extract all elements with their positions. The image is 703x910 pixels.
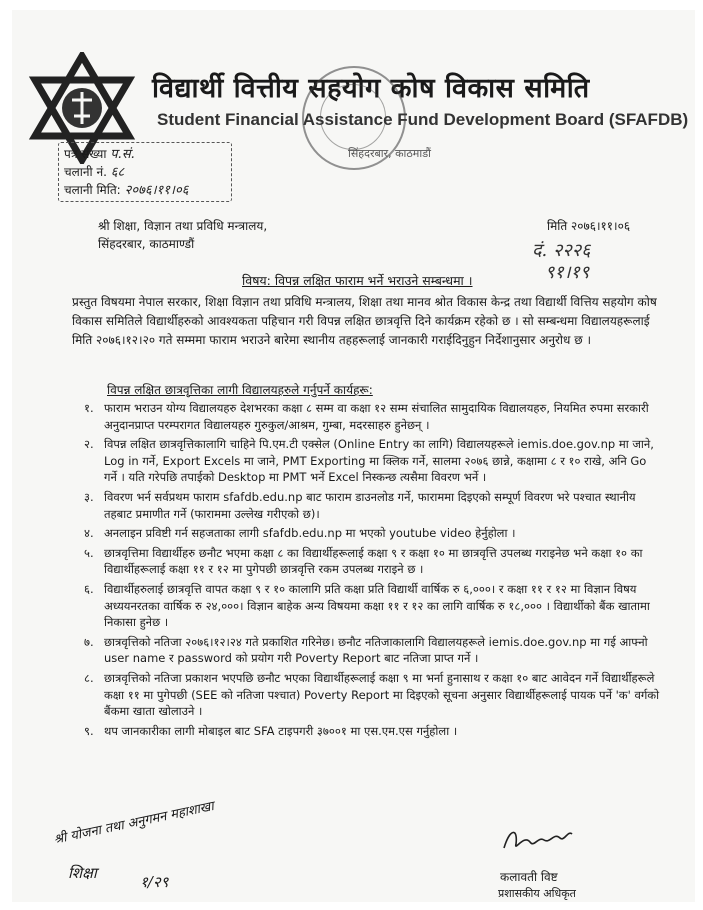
- list-item-number: ३.: [84, 489, 94, 504]
- handwritten-note-1: शिक्षा: [68, 864, 97, 882]
- list-item-number: ५.: [84, 545, 94, 560]
- signatory-title: प्रशासकीय अधिकृत: [498, 887, 576, 900]
- list-item-text: विवरण भर्न सर्वप्रथम फाराम sfafdb.edu.np बाट फाराम डाउनलोड गर्ने, फाराममा दिइएको सम्पूर्ण विवरण भरे पश्चात स्थानीय तहबाट प्रमाणीत गर्ने (फाराममा उल्लेख गरीएको छ)।: [104, 489, 636, 521]
- list-item-number: २.: [84, 437, 94, 452]
- org-title-english: Student Financial Assistance Fund Development Board (SFAFDB): [157, 110, 689, 129]
- list-item-number: ४.: [84, 526, 94, 541]
- handwritten-ref-line-1: दं. २२२६: [532, 240, 591, 261]
- office-seal-inner-ring: [320, 84, 386, 150]
- list-item-number: १.: [84, 401, 94, 415]
- list-item-number: ६.: [84, 581, 94, 596]
- list-item-text: थप जानकारीका लागी मोबाइल बाट SFA टाइपगरी ३७००१ मा एस.एम.एस गर्नुहोला ।: [104, 723, 458, 738]
- intro-paragraph: प्रस्तुत विषयमा नेपाल सरकार, शिक्षा विज्ञान तथा प्रविधि मन्त्रालय, शिक्षा तथा मानव श्रोत विकास केन्द्र तथा विद्यार्थी वित्तिय सहयोग कोष विकास समितिले विद्यार्थीहरुको आवश्यकता पहिचान गरी विपन्न लक्षित छात्रवृत्ति दिने कार्यक्रम रहेको छ । सो सम्बन्धमा विद्यालयहरूलाई मिति २०७६।१२।२० गते सम्ममा फाराम भराउने बारेमा स्थानीय तहहरूलाई जानकारी गराईदिनुहुन निर्देशानुसार अनुरोध छ ।: [72, 295, 657, 347]
- stamp-line-3-label: चलानी मिति:: [64, 183, 121, 197]
- list-item: [84, 634, 662, 667]
- stamp-line-1-label: पत्र संख्या: [64, 147, 107, 161]
- list-item-text: छात्रवृत्तिको नतिजा २०७६।१२।२४ गते प्रकाशित गरिनेछ। छनौट नतिजाकालागि विद्यालयहरूले iemis.doe.gov.np मा गई आफ्नो user name र password को प्रयोग गरी Poverty Report बाट नतिजा प्राप्त गर्ने ।: [104, 634, 648, 666]
- list-item-number: ९.: [84, 723, 94, 738]
- list-item-text: फाराम भराउन योग्य विद्यालयहरु देशभरका कक्षा ८ सम्म वा कक्षा १२ सम्म संचालित सामुदायिक विद्यालयहरु, नियमित रुपमा सरकारी अनुदानप्राप्त परम्परागत विद्यालयहरु गुरुकुल/आश्रम, गुम्बा, मदरसाहरु हुनेछन् ।: [104, 401, 649, 432]
- list-item: [84, 545, 662, 578]
- list-item-text: छात्रवृत्तिको नतिजा प्रकाशन भएपछि छनौट भएका विद्यार्थीहरूलाई कक्षा ९ मा भर्ना हुनासाथ र कक्षा १० बाट आवेदन गर्ने विद्यार्थीहरूले कक्षा ११ मा पुगेपछी (SEE को नतिजा पश्चात) Poverty Report मा दिइएको सूचना अनुसार विद्यार्थीहरूलाई पायक पर्ने 'क' वर्गको बैंकमा खाता खोलाउने ।: [104, 670, 660, 719]
- list-item: [84, 436, 662, 486]
- stamp-line-2: [64, 162, 124, 180]
- org-title-nepali: विद्यार्थी वित्तीय सहयोग कोष विकास समिति: [152, 73, 590, 104]
- handwritten-ref-line-2: ९१।१९: [545, 262, 590, 283]
- stamp-line-1-value: प.सं.: [110, 147, 135, 162]
- list-item-text: छात्रवृत्तिमा विद्यार्थीहरु छनौट भएमा कक्षा ८ का विद्यार्थीहरूलाई कक्षा ९ र कक्षा १० मा छात्रवृत्ति उपलब्ध गराइनेछ भने कक्षा १० का विद्यार्थीहरूलाई कक्षा ११ र १२ मा पुगेपछी छात्रवृत्ति रकम उपलब्ध गराइने छ ।: [104, 545, 643, 577]
- signatory-name: कलावती विष्ट: [500, 870, 558, 884]
- list-item-number: ७.: [84, 634, 94, 649]
- office-seal-text: सिंहदरबार, काठमाडौं: [348, 147, 431, 160]
- division-stamp: श्री योजना तथा अनुगमन महाशाखा: [52, 799, 216, 848]
- letter-page: [12, 10, 695, 902]
- stamp-line-3-value: २०७६।११।०६: [124, 183, 189, 198]
- letter-date: मिति २०७६।११।०६: [547, 219, 631, 233]
- instruction-list: [84, 400, 662, 742]
- stamp-line-3: [64, 180, 189, 198]
- recipient-line-1: श्री शिक्षा, विज्ञान तथा प्रविधि मन्त्रालय,: [98, 219, 268, 233]
- list-item: [84, 489, 662, 522]
- handwritten-note-2: १/२९: [140, 873, 169, 891]
- stamp-line-1: [64, 144, 135, 162]
- section-heading: विपन्न लक्षित छात्रवृत्तिका लागी विद्यालयहरुले गर्नुपर्ने कार्यहरू:: [107, 383, 373, 397]
- list-item: [84, 525, 662, 542]
- recipient-line-2: सिंहदरबार, काठमाण्डौं: [98, 237, 195, 251]
- list-item: [84, 723, 662, 740]
- list-item: [84, 400, 662, 433]
- list-item-number: ८.: [84, 670, 94, 685]
- stamp-line-2-value: ६८: [110, 165, 125, 180]
- letter-subject: विषय: विपन्न लक्षित फाराम भर्ने भराउने सम्बन्धमा ।: [242, 273, 473, 288]
- list-item-text: अनलाइन प्रविष्टी गर्न सहजताका लागी sfafdb.edu.np मा भएको youtube video हेर्नुहोला ।: [104, 526, 516, 541]
- signature: [498, 822, 578, 858]
- list-item: [84, 581, 662, 631]
- stamp-line-2-label: चलानी नं.: [64, 165, 107, 179]
- list-item-text: विद्यार्थीहरुलाई छात्रवृत्ति वापत कक्षा ९ र १० कालागि प्रति कक्षा प्रति विद्यार्थी वार्षिक रु ६,०००। र कक्षा ११ र १२ मा विज्ञान विषय अध्ययनरतका वार्षिक रु २४,०००। विज्ञान बाहेक अन्य विषयमा कक्षा ११ र १२ का लागि वार्षिक रु १८,००० । विद्यार्थीको बैंक खातामा निकासा हुनेछ ।: [104, 581, 650, 630]
- list-item-text: विपन्न लक्षित छात्रवृत्तिकालागि चाहिने पि.एम.टी एक्सेल (Online Entry का लागि) विद्यालयहरूले iemis.doe.gov.np मा जाने, Log in गर्ने, Export Excels मा जाने, PMT Exporting मा क्लिक गर्ने, सालमा २०७६ छान्ने, कक्षामा ८ र १० राखे, अनि Go गर्ने । यति गरेपछि तपाईको Desktop मा PMT भर्ने Excel निस्कन्छ त्यसैमा विवरण भर्ने ।: [104, 437, 654, 485]
- list-item: [84, 670, 662, 720]
